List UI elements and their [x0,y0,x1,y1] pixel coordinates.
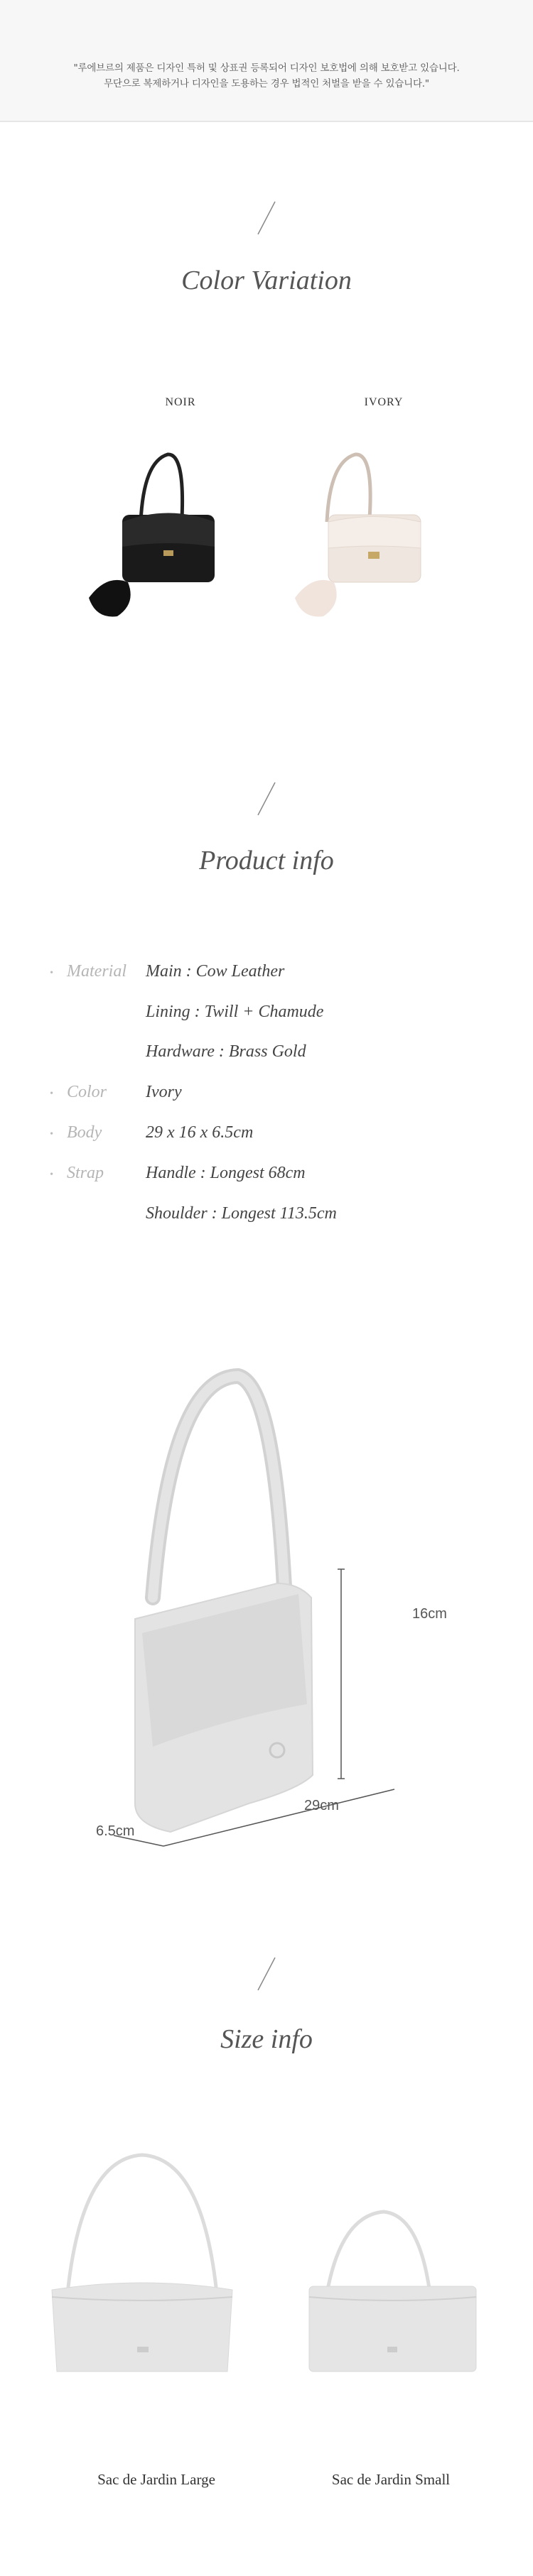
size-caption-large: Sac de Jardin Large [97,2471,215,2488]
notice-line-2: 무단으로 복제하거나 디자인을 도용하는 경우 법적인 처벌을 받을 수 있습니다." [104,78,429,89]
ivory-bag-image [284,433,441,625]
large-bag-image [39,2144,245,2379]
size-caption-small: Sac de Jardin Small [331,2471,451,2488]
bag-dimension-illustration [85,1363,455,1874]
noir-bag-image [78,433,235,625]
info-value: Lining : Twill + Chamude [146,1003,324,1021]
color-variation-title: Color Variation [181,266,352,295]
small-bag-image [298,2201,483,2379]
slash-divider-icon [256,200,277,236]
bullet-dot-icon: • [50,968,53,978]
info-value: 29 x 16 x 6.5cm [146,1123,254,1142]
product-info-title: Product info [199,846,334,875]
info-value: Hardware : Brass Gold [146,1042,306,1061]
bullet-dot-icon: • [50,1088,53,1099]
variant-label-ivory: IVORY [364,396,404,408]
size-info-title: Size info [220,2024,313,2054]
info-value: Handle : Longest 68cm [146,1164,306,1182]
dimension-height-label: 16cm [412,1606,447,1622]
slash-divider-icon [256,1956,277,1992]
notice-line-1: "루에브르의 제품은 디자인 특허 및 상표권 등록되어 디자인 보호법에 의해 보호받고 있습니다. [73,62,460,74]
slash-divider-icon [256,781,277,817]
bullet-dot-icon: • [50,1169,53,1180]
info-value: Shoulder : Longest 113.5cm [146,1204,337,1223]
dimension-width-label: 29cm [304,1798,339,1813]
info-value: Ivory [146,1083,182,1101]
copyright-notice [0,0,533,122]
variant-label-noir: NOIR [165,396,196,408]
bullet-dot-icon: • [50,1129,53,1140]
dimension-depth-label: 6.5cm [96,1823,135,1839]
info-value: Main : Cow Leather [146,962,285,981]
